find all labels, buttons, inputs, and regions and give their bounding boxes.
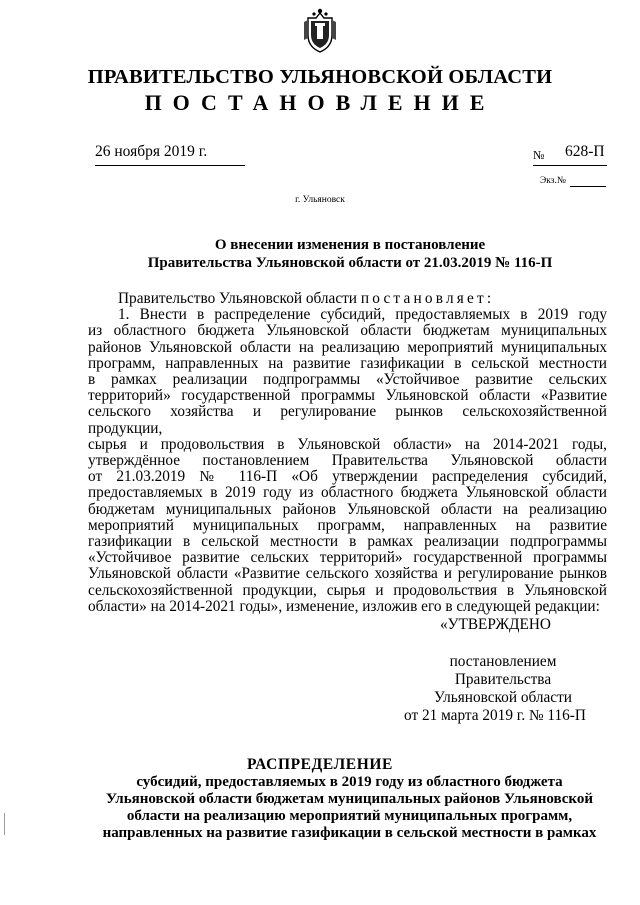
scan-margin-mark [4, 813, 5, 835]
document-number: 628-П [565, 143, 605, 160]
body-line: районов Ульяновской области на реализацию мероприятий муниципальных [88, 338, 607, 356]
copy-number-label: Экз.№ [540, 176, 566, 186]
body-line: из областного бюджета Ульяновской области бюджетам муниципальных [88, 322, 607, 340]
body-line: сырья и продовольствия в Ульяновской области» на 2014-2021 годы, [88, 435, 607, 453]
coat-of-arms-emblem-icon [303, 8, 337, 54]
body-line: газификации в сельской местности в рамках реализации подпрограммы [88, 533, 607, 551]
body-line: предоставляемых в 2019 году из областного бюджета Ульяновской области [88, 484, 607, 502]
resolution-title [100, 236, 600, 272]
approval-label: «УТВЕРЖДЕНО [440, 616, 551, 633]
approval-date-reference: от 21 марта 2019 г. № 116-П [404, 707, 586, 724]
body-line: «Устойчивое развитие сельских территорий» государственной программы [88, 549, 607, 567]
body-line: бюджетам муниципальных районов Ульяновской области на реализацию [88, 500, 607, 518]
body-line: 1. Внести в распределение субсидий, предоставляемых в 2019 году [118, 306, 607, 324]
distribution-line: субсидий, предоставляемых в 2019 году из областного бюджета [136, 774, 563, 790]
government-name: ПРАВИТЕЛЬСТВО УЛЬЯНОВСКОЙ ОБЛАСТИ [87, 66, 553, 88]
distribution-line: направленных на развитие газификации в сельской местности в рамках [102, 825, 597, 841]
copy-number-underline [570, 186, 606, 187]
document-date: 26 ноября 2019 г. [95, 143, 208, 160]
approval-line-2: Ульяновской области [434, 689, 572, 706]
title-line-1: О внесении изменения в постановление [214, 237, 486, 253]
distribution-heading: РАСПРЕДЕЛЕНИЕ [247, 756, 393, 773]
intro-decree-word: постановляет: [360, 290, 495, 307]
body-line: Ульяновской области «Развитие сельского хозяйства и регулирование рынков [88, 565, 607, 583]
city-name: г. Ульяновск [295, 195, 345, 205]
body-line: сельского хозяйства и регулирование рынков сельскохозяйственной продукции, [88, 403, 607, 437]
body-line: мероприятий муниципальных программ, направленных на развитие [88, 516, 607, 534]
body-line: программ, направленных на развитие газификации в сельской местности [88, 354, 607, 372]
body-line: утверждённое постановлением Правительства Ульяновской области [88, 452, 607, 470]
body-line: сельскохозяйственной продукции, сырья и продовольствия в Ульяновской [88, 581, 607, 599]
amendment-paragraph [88, 307, 607, 615]
body-line: в рамках реализации подпрограммы «Устойчивое развитие сельских [88, 371, 607, 389]
title-line-2: Правительства Ульяновской области от 21.03.2019 № 116-П [147, 255, 553, 271]
document-type-title: ПОСТАНОВЛЕНИЕ [144, 90, 496, 115]
distribution-line: Ульяновской области бюджетам муниципальных районов Ульяновской [105, 791, 594, 807]
resolution-body [88, 291, 607, 615]
distribution-line: области на реализацию мероприятий муниципальных программ, [126, 808, 573, 824]
intro-prefix: Правительство Ульяновской области [118, 290, 357, 307]
approval-block [400, 653, 606, 707]
decree-intro [88, 291, 607, 307]
date-underline [95, 165, 245, 166]
body-line: от 21.03.2019 № 116-П «Об утверждении распределения субсидий, [88, 468, 607, 486]
number-sign: № [533, 148, 545, 162]
number-underline [533, 165, 607, 166]
distribution-description [92, 774, 607, 842]
approval-line-1: постановлением Правительства [449, 653, 557, 688]
body-line: территорий» государственной программы Ульяновской области «Развитие [88, 387, 607, 405]
body-line: области» на 2014-2021 годы», изменение, изложив его в следующей редакции: [88, 597, 600, 615]
